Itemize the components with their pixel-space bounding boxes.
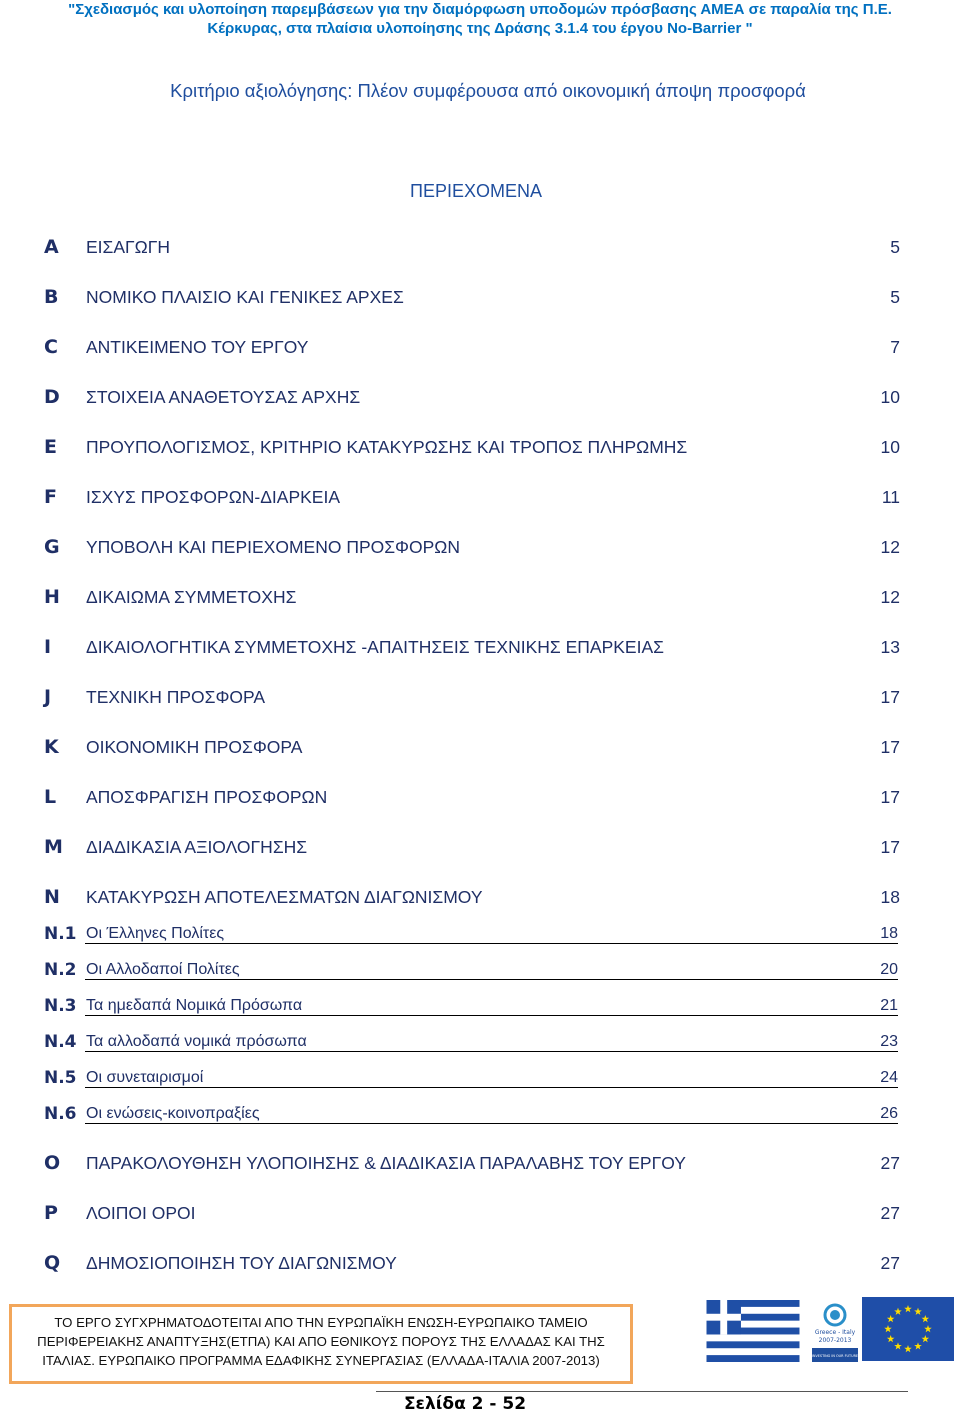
- toc-page-number: 17: [880, 687, 900, 707]
- toc-page-number: 5: [890, 237, 900, 257]
- toc-letter: F: [44, 486, 57, 508]
- toc-page-number: 13: [880, 637, 900, 657]
- toc-entry[interactable]: [44, 586, 900, 610]
- underline: [85, 979, 898, 980]
- toc-entry-title: ΔΙΑΔΙΚΑΣΙΑ ΑΞΙΟΛΟΓΗΣΗΣ: [86, 837, 308, 857]
- toc-page-number: 17: [880, 737, 900, 757]
- toc-page-number: 7: [890, 337, 900, 357]
- toc-page-number: 5: [890, 287, 900, 307]
- logo-text-3: INVESTING IN OUR FUTURE: [812, 1354, 858, 1358]
- toc-letter: H: [44, 586, 60, 608]
- toc-page-number: 18: [880, 887, 900, 907]
- toc-page-number: 11: [881, 487, 900, 507]
- toc-entry[interactable]: [44, 686, 900, 710]
- toc-entry-title: ΥΠΟΒΟΛΗ ΚΑΙ ΠΕΡΙΕΧΟΜΕΝΟ ΠΡΟΣΦΟΡΩΝ: [86, 537, 461, 557]
- toc-entry[interactable]: [44, 336, 900, 360]
- toc-entry[interactable]: [44, 836, 900, 860]
- toc-subentry[interactable]: [44, 960, 898, 982]
- footer-divider: [376, 1391, 908, 1392]
- funding-notice-box: [9, 1304, 633, 1384]
- toc-page-number: 20: [880, 961, 898, 978]
- toc-letter: A: [44, 236, 59, 258]
- toc-entry-title: ΑΝΤΙΚΕΙΜΕΝΟ ΤΟΥ ΕΡΓΟΥ: [86, 337, 309, 357]
- toc-letter: M: [44, 836, 63, 858]
- toc-entry[interactable]: [44, 1152, 900, 1176]
- header-line-1: "Σχεδιασμός και υλοποίηση παρεμβάσεων για την διαμόρφωση υποδομών πρόσβασης ΑΜΕΑ σε παραλία της Π.Ε.: [68, 1, 892, 18]
- toc-entry-title: ΠΑΡΑΚΟΛΟΥΘΗΣΗ ΥΛΟΠΟΙΗΣΗΣ & ΔΙΑΔΙΚΑΣΙΑ ΠΑΡΑΛΑΒΗΣ ΤΟΥ ΕΡΓΟΥ: [86, 1153, 686, 1173]
- eu-flag-icon: [862, 1297, 954, 1361]
- underline: [85, 1123, 898, 1124]
- underline: [85, 1015, 898, 1016]
- toc-letter: N: [44, 886, 60, 908]
- toc-page-number: 27: [880, 1253, 900, 1273]
- evaluation-criterion: Κριτήριο αξιολόγησης: Πλέον συμφέρουσα από οικονομική άποψη προσφορά: [170, 80, 806, 101]
- toc-entry-title: ΕΙΣΑΓΩΓΗ: [86, 237, 171, 257]
- toc-page-number: 26: [880, 1105, 898, 1122]
- toc-page-number: 12: [880, 537, 900, 557]
- toc-entry[interactable]: [44, 236, 900, 260]
- toc-subentry-number: N.5: [44, 1068, 77, 1088]
- toc-title: ΠΕΡΙΕΧΟΜΕΝΑ: [409, 181, 543, 201]
- toc-letter: D: [44, 386, 60, 408]
- underline: [85, 1051, 898, 1052]
- greek-flag-icon: [704, 1300, 802, 1362]
- toc-entry-title: ΝΟΜΙΚΟ ΠΛΑΙΣΙΟ ΚΑΙ ΓΕΝΙΚΕΣ ΑΡΧΕΣ: [86, 287, 404, 307]
- toc-entry[interactable]: [44, 1202, 900, 1226]
- logo-text-1: Greece - Italy: [814, 1329, 856, 1336]
- toc-page-number: 27: [880, 1153, 900, 1173]
- toc-page-number: 17: [880, 837, 900, 857]
- toc-entry[interactable]: [44, 886, 900, 910]
- logo-text-2: 2007-2013: [818, 1337, 852, 1344]
- toc-letter: J: [44, 686, 52, 708]
- toc-page-number: 27: [880, 1203, 900, 1223]
- toc-letter: Q: [44, 1252, 61, 1274]
- toc-entry-title: ΠΡΟΥΠΟΛΟΓΙΣΜΟΣ, ΚΡΙΤΗΡΙΟ ΚΑΤΑΚΥΡΩΣΗΣ ΚΑΙ ΤΡΟΠΟΣ ΠΛΗΡΩΜΗΣ: [86, 437, 688, 457]
- toc-entry-title: ΤΕΧΝΙΚΗ ΠΡΟΣΦΟΡΑ: [86, 687, 266, 707]
- toc-subentry-number: N.3: [44, 996, 77, 1016]
- toc-entry-title: ΔΙΚΑΙΟΛΟΓΗΤΙΚΑ ΣΥΜΜΕΤΟΧΗΣ -ΑΠΑΙΤΗΣΕΙΣ ΤΕΧΝΙΚΗΣ ΕΠΑΡΚΕΙΑΣ: [86, 637, 664, 657]
- page-number: Σελίδα 2 - 52: [403, 1394, 527, 1414]
- toc-subentry-title: Οι Αλλοδαποί Πολίτες: [86, 961, 240, 978]
- toc-letter: C: [44, 336, 58, 358]
- toc-subentry[interactable]: [44, 1032, 898, 1054]
- toc-page-number: 24: [880, 1069, 898, 1086]
- toc-subentry[interactable]: [44, 924, 898, 946]
- toc-subentry[interactable]: [44, 1104, 898, 1126]
- toc-letter: G: [44, 536, 60, 558]
- toc-entry-title: ΣΤΟΙΧΕΙΑ ΑΝΑΘΕΤΟΥΣΑΣ ΑΡΧΗΣ: [86, 387, 361, 407]
- toc-entry-title: ΚΑΤΑΚΥΡΩΣΗ ΑΠΟΤΕΛΕΣΜΑΤΩΝ ΔΙΑΓΩΝΙΣΜΟΥ: [86, 887, 483, 907]
- toc-subentry-title: Τα ημεδαπά Νομικά Πρόσωπα: [86, 997, 303, 1014]
- underline: [85, 943, 898, 944]
- toc-subentry-title: Οι Έλληνες Πολίτες: [86, 925, 225, 942]
- toc-entry[interactable]: [44, 636, 900, 660]
- toc-letter: P: [44, 1202, 58, 1224]
- funding-line-3: ΙΤΑΛΙΑΣ. ΕΥΡΩΠΑΙΚΟ ΠΡΟΓΡΑΜΜΑ ΕΔΑΦΙΚΗΣ ΣΥΝΕΡΓΑΣΙΑΣ (ΕΛΛΑΔΑ-ΙΤΑΛΙΑ 2007-2013): [42, 1353, 600, 1368]
- toc-subentry-title: Οι ενώσεις-κοινοπραξίες: [86, 1105, 260, 1122]
- toc-subentry-title: Οι συνεταιρισμοί: [86, 1069, 204, 1086]
- toc-entry[interactable]: [44, 436, 900, 460]
- toc-page-number: 17: [880, 787, 900, 807]
- funding-notice-text: [12, 1313, 630, 1370]
- toc-entry[interactable]: [44, 536, 900, 560]
- toc-entry[interactable]: [44, 286, 900, 310]
- toc-entry-title: ΔΗΜΟΣΙΟΠΟΙΗΣΗ ΤΟΥ ΔΙΑΓΩΝΙΣΜΟΥ: [86, 1253, 397, 1273]
- toc-page-number: 10: [880, 437, 900, 457]
- toc-subentry-title: Τα αλλοδαπά νομικά πρόσωπα: [86, 1033, 307, 1050]
- toc-letter: O: [44, 1152, 61, 1174]
- toc-subentry-number: N.2: [44, 960, 77, 980]
- greece-italy-programme-logo: [812, 1300, 858, 1362]
- toc-entry-title: ΙΣΧΥΣ ΠΡΟΣΦΟΡΩΝ-ΔΙΑΡΚΕΙΑ: [86, 487, 341, 507]
- toc-page-number: 23: [880, 1033, 898, 1050]
- toc-page-number: 12: [880, 587, 900, 607]
- toc-entry-title: ΛΟΙΠΟΙ ΟΡΟΙ: [86, 1203, 196, 1223]
- toc-entry-title: ΔΙΚΑΙΩΜΑ ΣΥΜΜΕΤΟΧΗΣ: [86, 587, 297, 607]
- toc-entry[interactable]: [44, 1252, 900, 1276]
- toc-page-number: 21: [880, 997, 898, 1014]
- toc-entry[interactable]: [44, 386, 900, 410]
- toc-letter: L: [44, 786, 57, 808]
- toc-entry[interactable]: [44, 786, 900, 810]
- toc-letter: B: [44, 286, 59, 308]
- toc-subentry-number: N.6: [44, 1104, 77, 1124]
- funding-line-2: ΠΕΡΙΦΕΡΕΙΑΚΗΣ ΑΝΑΠΤΥΞΗΣ(ΕΤΠΑ) ΚΑΙ ΑΠΟ ΕΘΝΙΚΟΥΣ ΠΟΡΟΥΣ ΤΗΣ ΕΛΛΑΔΑΣ ΚΑΙ ΤΗΣ: [37, 1334, 605, 1349]
- underline: [85, 1087, 898, 1088]
- toc-entry-title: ΟΙΚΟΝΟΜΙΚΗ ΠΡΟΣΦΟΡΑ: [86, 737, 303, 757]
- toc-entry-title: ΑΠΟΣΦΡΑΓΙΣΗ ΠΡΟΣΦΟΡΩΝ: [86, 787, 328, 807]
- toc-subentry[interactable]: [44, 1068, 898, 1090]
- funding-line-1: ΤΟ ΕΡΓΟ ΣΥΓΧΡΗΜΑΤΟΔΟΤΕΙΤΑΙ ΑΠΟ ΤΗΝ ΕΥΡΩΠΑΪΚΗ ΕΝΩΣΗ-ΕΥΡΩΠΑΙΚΟ ΤΑΜΕΙΟ: [54, 1315, 588, 1330]
- toc-entry[interactable]: [44, 736, 900, 760]
- toc-subentry-number: N.4: [44, 1032, 77, 1052]
- toc-page-number: 10: [880, 387, 900, 407]
- toc-letter: E: [44, 436, 57, 458]
- toc-entry[interactable]: [44, 486, 900, 510]
- toc-page-number: 18: [880, 925, 898, 942]
- toc-letter: K: [44, 736, 59, 758]
- toc-subentry-number: N.1: [44, 924, 77, 944]
- header-line-2: Κέρκυρας, στα πλαίσια υλοποίησης της Δράσης 3.1.4 του έργου No-Barrier ": [207, 20, 753, 37]
- toc-subentry[interactable]: [44, 996, 898, 1018]
- toc-letter: I: [44, 636, 52, 658]
